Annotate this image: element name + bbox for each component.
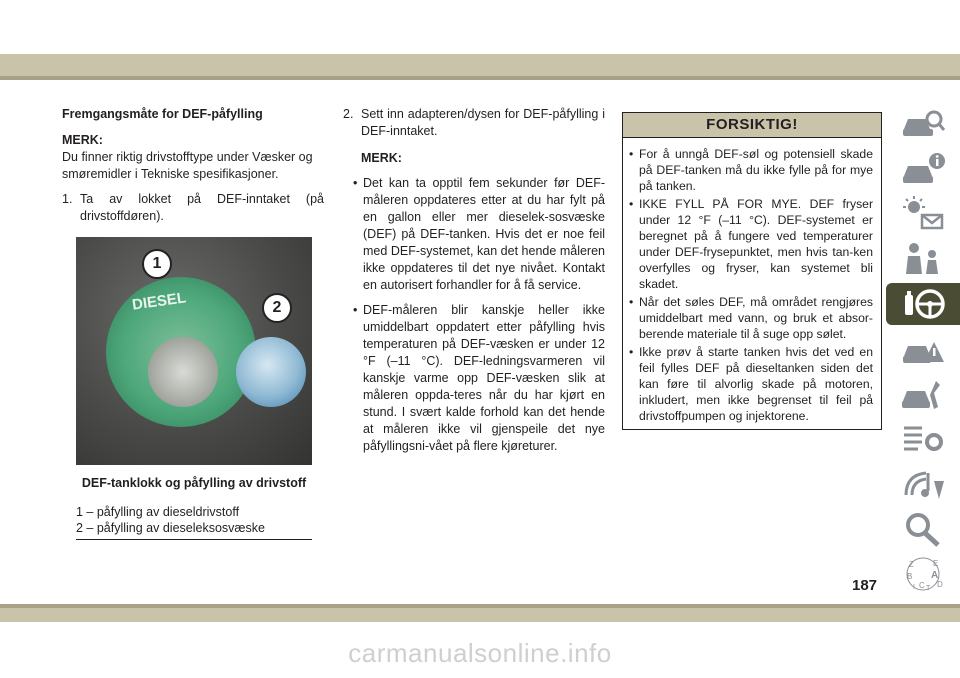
list-item: • Det kan ta opptil fem sekunder før DEF-måleren oppdateres etter at du har fylt på en gallon eller mer dieselek-sosvæske (DEF) på DEF-tanken. Hvis det er noe feil med DEF-systemet, kan det hende måleren ikke oppdateres til det nye nivået. Kontakt en autorisert forhandler for å få service. <box>353 176 605 292</box>
car-wrench-icon <box>900 375 946 413</box>
list-item: • For å unngå DEF-søl og potensiell skade på DEF-tanken må du ikke fylle på for mye på tanken. <box>629 147 873 193</box>
list-item: • DEF-måleren blir kanskje heller ikke umiddelbart oppdatert etter påfylling hvis temperaturen på DEF-væsken er under 12 °F (–11 °C). DEF-ledningsvarmeren vil kanskje varme opp DEF-væsken slik at måleren oppda-teres når du har kjørt en stund. I svært kalde forhold kan det hende at måleren ikke vil gjenspeile det nye påfyllingsni-vået på flere kjøreturer. <box>353 303 605 453</box>
car-warning-icon <box>900 330 946 368</box>
legend-item-2: 2 – påfylling av dieseleksosvæske <box>76 521 265 535</box>
tab-starting-driving[interactable] <box>886 283 960 325</box>
tab-car-info[interactable] <box>886 148 960 190</box>
tab-multimedia[interactable] <box>886 463 960 505</box>
note-text: Du finner riktig drivstofftype under Væsker og smøremidler i Tekniske spesifikasjoner. <box>62 150 313 181</box>
list-item: • Når det søles DEF, må området rengjøres umiddelbart med vann, og bruk et absor-berende materiale til å suge opp sølet. <box>629 295 873 341</box>
tab-car-search[interactable] <box>886 103 960 145</box>
step-2 <box>343 106 605 140</box>
column-left <box>62 106 324 540</box>
footer-band <box>0 608 960 622</box>
fuel-cap-photo <box>76 237 312 465</box>
warning-lights-icon <box>900 195 946 233</box>
step-1 <box>62 191 324 225</box>
diesel-nozzle <box>148 337 218 407</box>
tab-specs[interactable] <box>886 418 960 460</box>
tab-airbag-child[interactable] <box>886 238 960 280</box>
caution-box <box>622 112 882 430</box>
tab-index[interactable] <box>886 553 960 595</box>
watermark: carmanualsonline.info <box>348 638 612 668</box>
callout-2: 2 <box>262 293 292 323</box>
header-band <box>0 54 960 76</box>
svg-text:I: I <box>913 584 915 591</box>
header-band-line <box>0 76 960 80</box>
page-number: 187 <box>852 577 878 594</box>
note-bullets <box>353 175 605 455</box>
tab-car-wrench[interactable] <box>886 373 960 415</box>
svg-text:B: B <box>907 572 913 581</box>
figure-caption: DEF-tanklokk og påfylling av drivstoff <box>81 476 307 490</box>
airbag-child-icon <box>900 240 946 278</box>
tab-search[interactable] <box>886 508 960 550</box>
specs-gear-icon <box>900 420 946 458</box>
step-number: 1. <box>62 192 73 206</box>
step-number: 2. <box>343 107 354 121</box>
column-middle <box>343 106 605 463</box>
svg-text:A: A <box>931 570 939 581</box>
step-text: Ta av lokket på DEF-inntaket (på drivstoffdøren). <box>80 192 324 223</box>
search-icon <box>900 510 946 548</box>
caution-title: FORSIKTIG! <box>623 113 881 138</box>
multimedia-icon <box>900 465 946 503</box>
tab-warning-lights[interactable] <box>886 193 960 235</box>
svg-text:D: D <box>937 580 943 589</box>
note-label: MERK: <box>62 133 103 147</box>
tab-car-warning[interactable] <box>886 328 960 370</box>
step-text: Sett inn adapteren/dysen for DEF-påfylling i DEF-inntaket. <box>361 107 605 138</box>
figure-legend <box>76 504 312 540</box>
legend-item-1: 1 – påfylling av dieseldrivstoff <box>76 505 240 519</box>
svg-text:C: C <box>919 581 925 590</box>
svg-text:E: E <box>933 559 939 568</box>
chapter-tabs <box>886 103 960 598</box>
steering-fuel-icon <box>900 285 946 323</box>
car-search-icon <box>900 105 946 143</box>
note-label: MERK: <box>361 151 402 165</box>
alphabet-index-icon <box>900 555 946 593</box>
svg-text:Z: Z <box>909 560 914 569</box>
svg-text:T: T <box>926 585 931 592</box>
diesel-label: DIESEL <box>131 289 188 314</box>
section-heading: Fremgangsmåte for DEF-påfylling <box>62 107 263 121</box>
car-info-icon <box>900 150 946 188</box>
list-item: • Ikke prøv å starte tanken hvis det ved en feil fylles DEF på dieseltanken siden det kan føre til alvorlig skade på motoren, inkludert, men ikke begrenset til feil på drivstoffpumpen og injektorene. <box>629 345 873 423</box>
def-cap <box>236 337 306 407</box>
list-item: • IKKE FYLL PÅ FOR MYE. DEF fryser under 12 °F (–11 °C). DEF-systemet er beregnet på å fungere ved temperaturer under DEF-frysepunktet, men hvis tan-ken overfylles og fryser, kan systemet bli skadet. <box>629 197 873 291</box>
callout-1: 1 <box>142 249 172 279</box>
caution-list <box>629 146 873 424</box>
